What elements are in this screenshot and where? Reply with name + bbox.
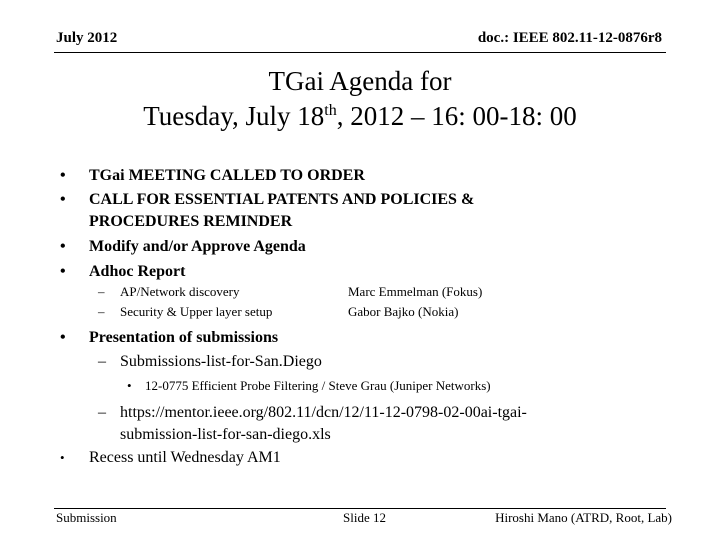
agenda-item-approve-agenda: Modify and/or Approve Agenda	[89, 238, 306, 255]
slide-title-line2	[0, 99, 720, 133]
adhoc-presenter: Gabor Bajko (Nokia)	[348, 304, 459, 319]
agenda-item-patents-line1: CALL FOR ESSENTIAL PATENTS AND POLICIES &	[89, 191, 475, 208]
bullet-marker: •	[60, 167, 66, 184]
agenda-item-patents-line2: PROCEDURES REMINDER	[89, 213, 293, 230]
header-divider	[54, 52, 666, 53]
agenda-item-recess: Recess until Wednesday AM1	[89, 449, 281, 466]
header-doc-id: doc.: IEEE 802.11-12-0876r8	[477, 30, 662, 46]
footer-submission: Submission	[56, 510, 117, 525]
sub-dash-marker: –	[98, 353, 106, 370]
title-date-text: Tuesday, July 18	[143, 101, 325, 131]
header-date: July 2012	[56, 30, 118, 46]
adhoc-topic: Security & Upper layer setup	[120, 304, 273, 319]
adhoc-topic: AP/Network discovery	[120, 284, 240, 299]
footer-divider	[54, 508, 666, 509]
slide-title-line1: TGai Agenda for	[268, 66, 452, 96]
submission-link-line1[interactable]: https://mentor.ieee.org/802.11/dcn/12/11-12-0798-02-00ai-tgai-	[120, 404, 527, 421]
footer-slide-number: Slide 12	[343, 510, 386, 525]
bullet-marker: •	[60, 329, 66, 346]
sub-bullet-marker: •	[127, 378, 132, 393]
agenda-item-presentations: Presentation of submissions	[89, 329, 279, 346]
agenda-item-adhoc-report: Adhoc Report	[89, 263, 186, 280]
submission-link-line2[interactable]: submission-list-for-san-diego.xls	[120, 426, 331, 443]
bullet-marker: •	[60, 191, 66, 208]
submission-entry: 12-0775 Efficient Probe Filtering / Steve Grau (Juniper Networks)	[145, 378, 491, 393]
title-time-text: , 2012 – 16: 00-18: 00	[336, 101, 577, 131]
sub-dash-marker: –	[98, 284, 105, 299]
sub-dash-marker: –	[98, 304, 105, 319]
title-date-suffix: th	[324, 102, 337, 119]
bullet-marker: •	[60, 450, 65, 465]
agenda-item-call-to-order: TGai MEETING CALLED TO ORDER	[89, 167, 365, 184]
footer-author: Hiroshi Mano (ATRD, Root, Lab)	[495, 510, 672, 525]
bullet-marker: •	[60, 263, 66, 280]
adhoc-presenter: Marc Emmelman (Fokus)	[348, 284, 483, 299]
sub-dash-marker: –	[98, 404, 106, 421]
bullet-marker: •	[60, 238, 66, 255]
submissions-list-label: Submissions-list-for-San.Diego	[120, 353, 322, 370]
